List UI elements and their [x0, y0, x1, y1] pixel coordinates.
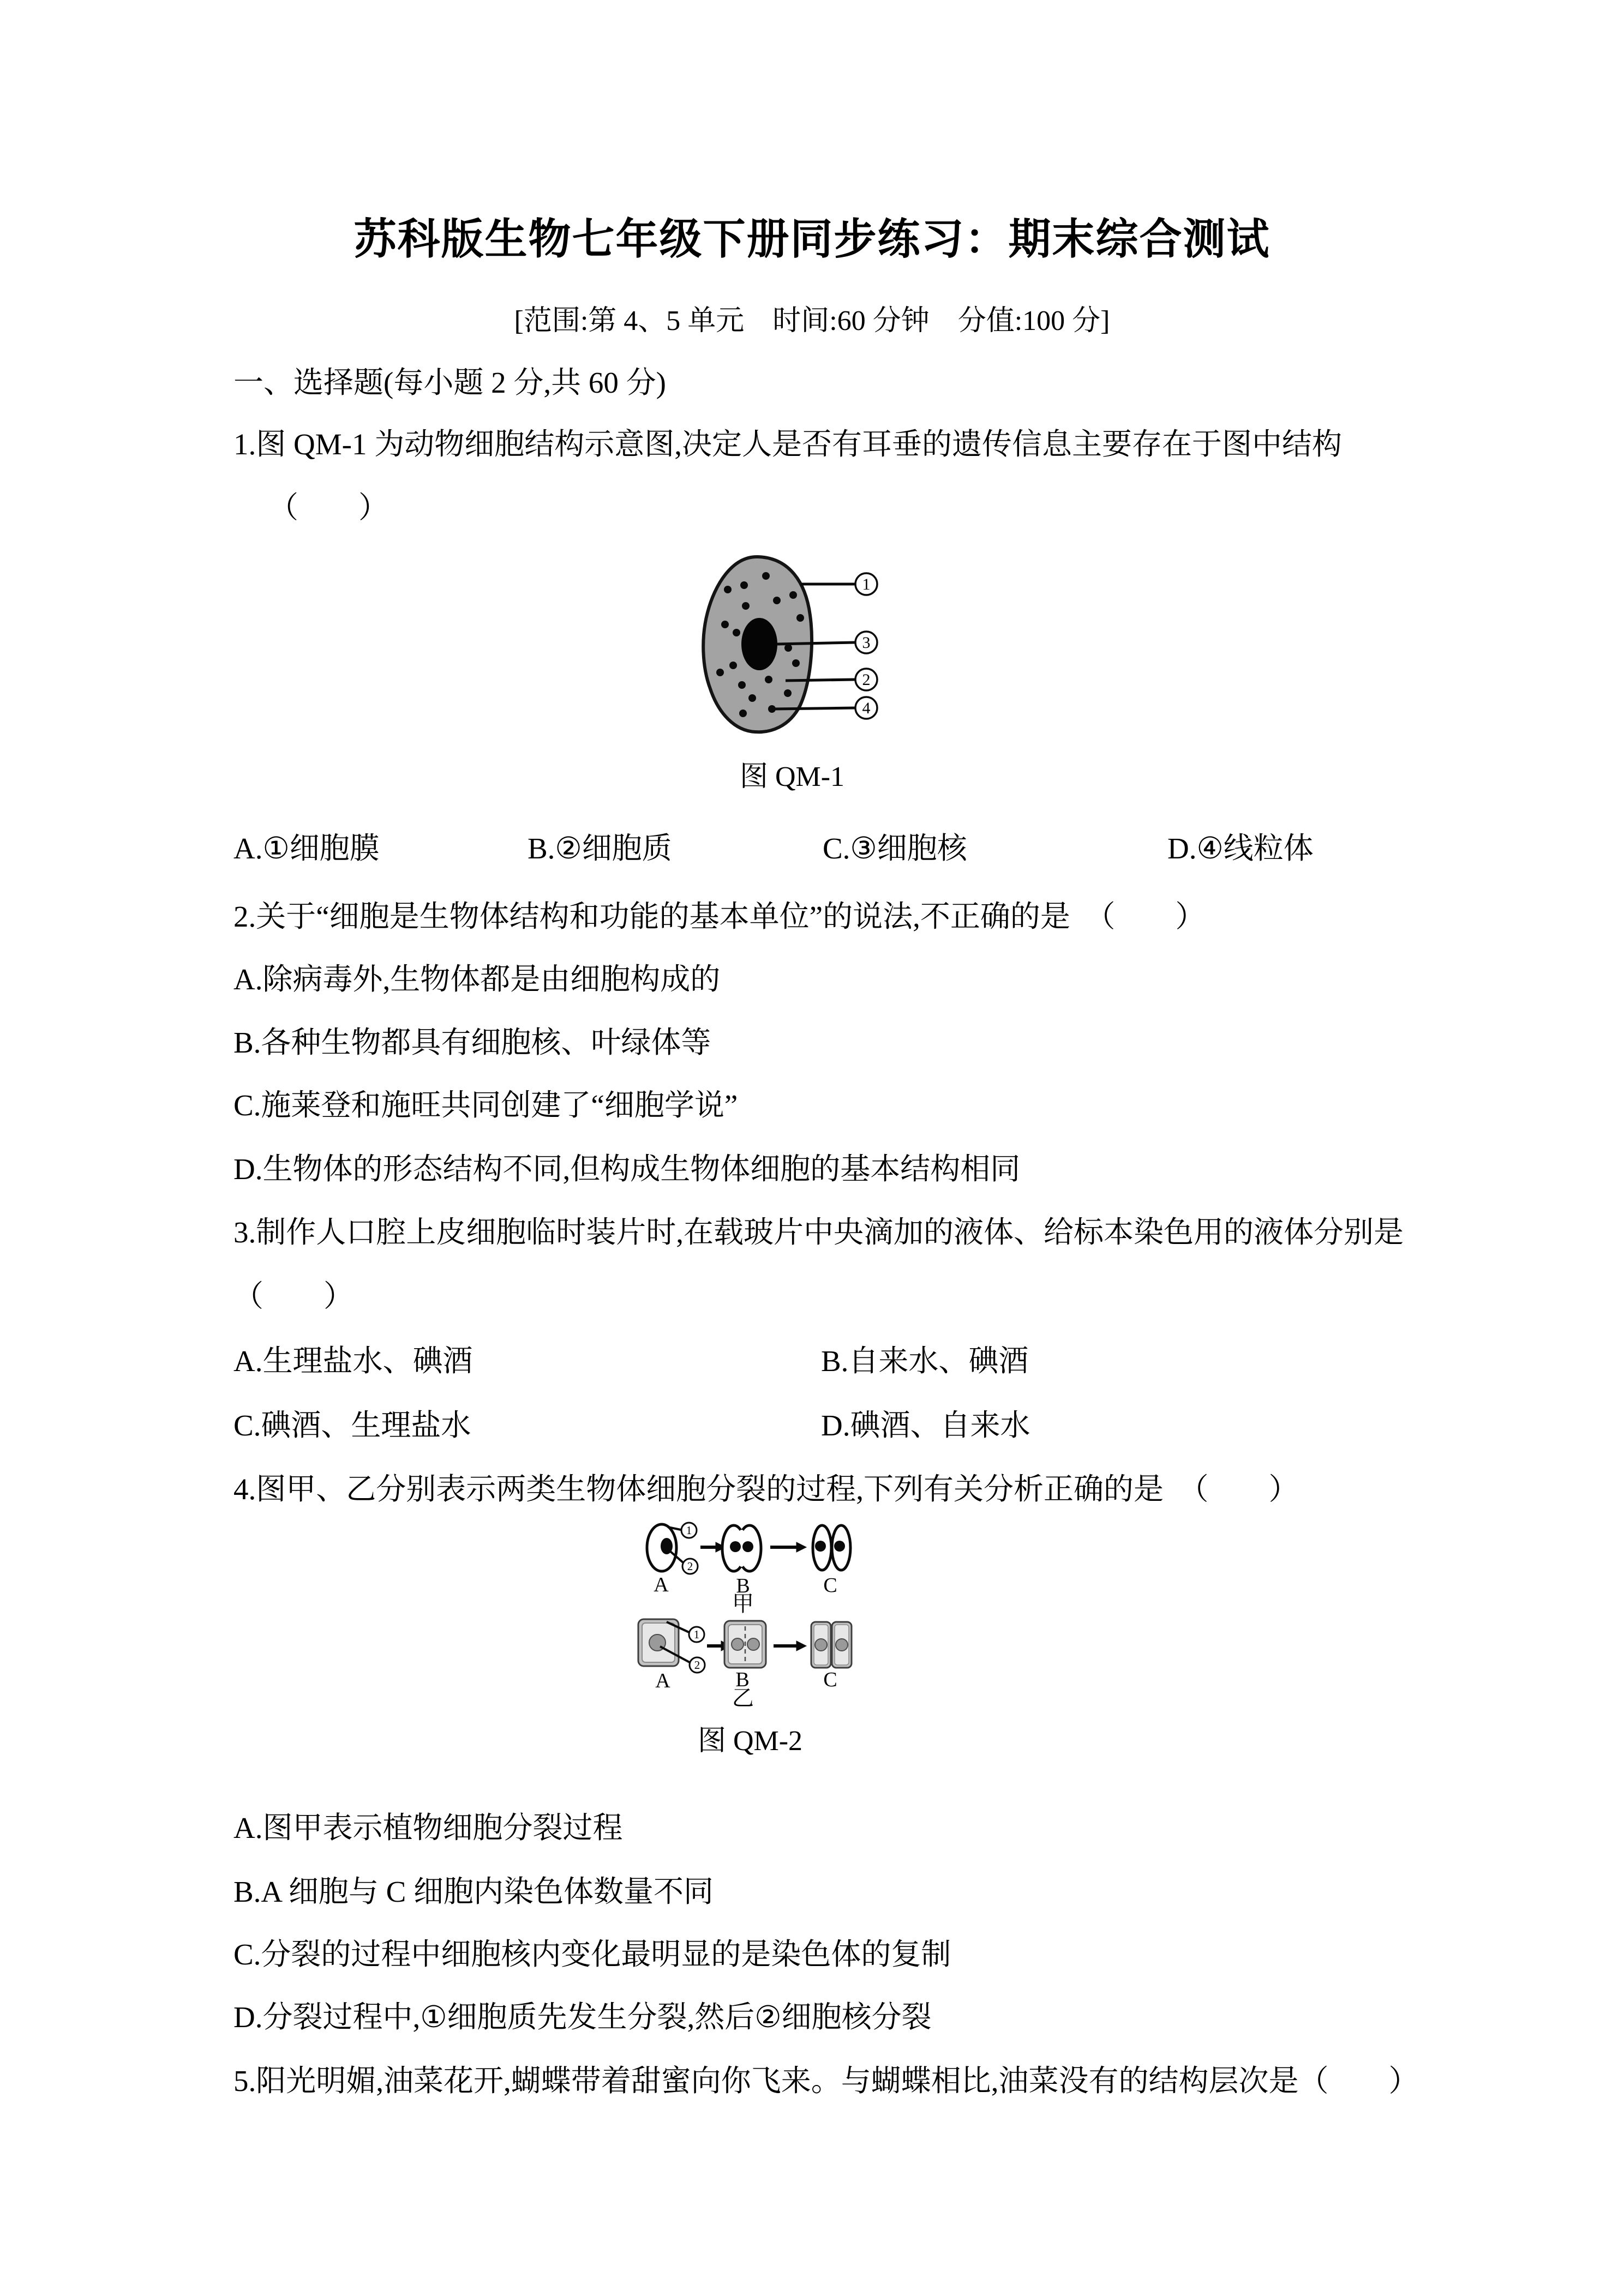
arrow-icon: [770, 1542, 806, 1552]
svg-text:4: 4: [862, 699, 871, 717]
label-group-yi: 乙: [732, 1686, 754, 1710]
svg-text:2: 2: [687, 1560, 693, 1573]
callout-4-organelle-icon: [855, 697, 877, 719]
question-3-answer-blank: （ ）: [233, 1279, 354, 1313]
callout-3-nucleus-icon: [855, 632, 877, 653]
page-title: 苏科版生物七年级下册同步练习：期末综合测试: [353, 215, 1271, 263]
q4-option-a: A.图甲表示植物细胞分裂过程: [233, 1811, 623, 1844]
q4-option-c: C.分裂的过程中细胞核内变化最明显的是染色体的复制: [233, 1938, 951, 1971]
svg-text:1: 1: [693, 1628, 700, 1641]
label-c: C: [823, 1668, 837, 1691]
q4-option-d: D.分裂过程中,①细胞质先发生分裂,然后②细胞核分裂: [233, 2000, 932, 2034]
svg-text:2: 2: [694, 1658, 700, 1672]
nucleus-shape: [741, 618, 777, 670]
label-b: B: [736, 1574, 750, 1597]
figure-qm1-caption: 图 QM-1: [739, 761, 845, 792]
row-yi-plant-division: [638, 1619, 852, 1710]
svg-text:3: 3: [862, 634, 871, 652]
callout-2-nucleus-icon: [682, 1559, 698, 1574]
exam-meta-line: [范围:第 4、5 单元 时间:60 分钟 分值:100 分]: [514, 305, 1110, 336]
callout-badges: [855, 573, 877, 719]
label-group-jia: 甲: [732, 1591, 754, 1616]
question-1-text: 1.图 QM-1 为动物细胞结构示意图,决定人是否有耳垂的遗传信息主要存在于图中结构: [233, 428, 1342, 461]
section-heading: 一、选择题(每小题 2 分,共 60 分): [233, 366, 666, 399]
label-a: A: [654, 1573, 669, 1596]
figure-qm1-animal-cell-diagram: [694, 550, 890, 738]
figure-qm2-cell-division-diagram: [633, 1517, 867, 1724]
q1-option-b: B.②细胞质: [528, 832, 672, 865]
svg-text:1: 1: [862, 575, 871, 593]
q2-option-a: A.除病毒外,生物体都是由细胞构成的: [233, 963, 721, 996]
callout-1-cell-wall-icon: [689, 1627, 704, 1642]
label-c: C: [823, 1574, 837, 1597]
question-5-text: 5.阳光明媚,油菜花开,蝴蝶带着甜蜜向你飞来。与蝴蝶相比,油菜没有的结构层次是（ ）: [233, 2064, 1419, 2097]
q2-option-b: B.各种生物都具有细胞核、叶绿体等: [233, 1026, 711, 1059]
callout-1-membrane-icon: [855, 573, 877, 595]
row-jia-animal-division: [647, 1523, 850, 1616]
q2-option-d: D.生物体的形态结构不同,但构成生物体细胞的基本结构相同: [233, 1152, 1021, 1186]
q3-option-b: B.自来水、碘酒: [821, 1344, 1029, 1378]
callout-2-nucleus-icon: [690, 1657, 705, 1673]
callout-2-cytoplasm-icon: [855, 669, 877, 690]
question-1-answer-blank: （ ）: [268, 491, 389, 524]
q3-option-c: C.碘酒、生理盐水: [233, 1409, 471, 1442]
svg-text:2: 2: [862, 671, 871, 689]
q4-option-b: B.A 细胞与 C 细胞内染色体数量不同: [233, 1875, 714, 1908]
question-3-text: 3.制作人口腔上皮细胞临时装片时,在载玻片中央滴加的液体、给标本染色用的液体分别是: [233, 1216, 1404, 1249]
label-b: B: [735, 1668, 750, 1691]
arrow-icon: [774, 1641, 806, 1651]
q1-option-c: C.③细胞核: [823, 832, 967, 865]
question-2-text: 2.关于“细胞是生物体结构和功能的基本单位”的说法,不正确的是 （ ）: [233, 900, 1206, 933]
q3-option-d: D.碘酒、自来水: [821, 1409, 1030, 1442]
question-4-text: 4.图甲、乙分别表示两类生物体细胞分裂的过程,下列有关分析正确的是 （ ）: [233, 1472, 1299, 1506]
svg-text:1: 1: [686, 1524, 692, 1537]
q1-option-d: D.④线粒体: [1167, 832, 1314, 865]
q2-option-c: C.施莱登和施旺共同创建了“细胞学说”: [233, 1089, 738, 1122]
q3-option-a: A.生理盐水、碘酒: [233, 1344, 473, 1378]
callout-1-membrane-icon: [681, 1523, 697, 1538]
q1-option-a: A.①细胞膜: [233, 832, 380, 865]
figure-qm2-caption: 图 QM-2: [697, 1726, 803, 1757]
label-a: A: [655, 1669, 670, 1692]
